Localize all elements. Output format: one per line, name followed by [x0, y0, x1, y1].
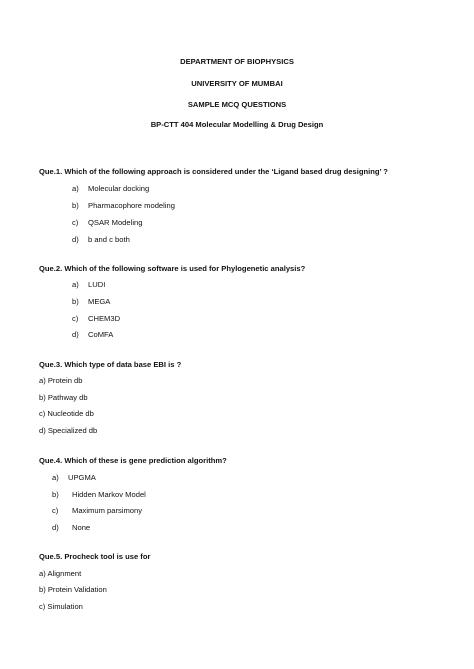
option-text: CoMFA	[88, 330, 114, 339]
option-text: UPGMA	[68, 473, 96, 482]
option-text: b and c both	[88, 235, 130, 244]
option-letter: c)	[72, 218, 79, 227]
option-text: MEGA	[88, 297, 111, 306]
question-3-option-b: b) Pathway db	[39, 393, 88, 402]
option-letter: a)	[72, 184, 79, 193]
option-letter: b)	[72, 297, 79, 306]
question-2: Que.2. Which of the following software is used for Phylogenetic analysis?	[39, 264, 306, 273]
option-text: None	[72, 523, 91, 532]
university-heading: UNIVERSITY OF MUMBAI	[191, 79, 283, 88]
option-letter: d)	[72, 330, 79, 339]
option-letter: d)	[72, 235, 79, 244]
option-text: QSAR Modeling	[88, 218, 143, 227]
question-3-option-d: d) Specialized db	[39, 426, 98, 435]
option-letter: b)	[52, 490, 59, 499]
question-3: Que.3. Which type of data base EBI is ?	[39, 360, 182, 369]
question-5-option-c: c) Simulation	[39, 602, 83, 611]
option-text: Pharmacophore modeling	[88, 201, 175, 210]
question-3-option-a: a) Protein db	[39, 376, 83, 385]
question-5-option-a: a) Alignment	[39, 569, 82, 578]
option-letter: c)	[72, 314, 79, 323]
option-text: Hidden Markov Model	[72, 490, 146, 499]
option-letter: b)	[72, 201, 79, 210]
question-5: Que.5. Procheck tool is use for	[39, 552, 151, 561]
option-text: Molecular docking	[88, 184, 150, 193]
option-letter: d)	[52, 523, 59, 532]
option-letter: a)	[72, 280, 79, 289]
question-1: Que.1. Which of the following approach is considered under the ‘Ligand based drug designing’ ?	[39, 167, 388, 176]
option-letter: c)	[52, 506, 59, 515]
option-text: CHEM3D	[88, 314, 121, 323]
question-3-option-c: c) Nucleotide db	[39, 409, 94, 418]
question-5-option-b: b) Protein Validation	[39, 585, 107, 594]
course-heading: BP-CTT 404 Molecular Modelling & Drug Design	[150, 120, 324, 129]
department-heading: DEPARTMENT OF BIOPHYSICS	[180, 57, 294, 66]
option-letter: a)	[52, 473, 59, 482]
option-text: LUDI	[88, 280, 106, 289]
option-text: Maximum parsimony	[72, 506, 143, 515]
question-4: Que.4. Which of these is gene prediction algorithm?	[39, 456, 227, 465]
sample-heading: SAMPLE MCQ QUESTIONS	[187, 100, 287, 109]
